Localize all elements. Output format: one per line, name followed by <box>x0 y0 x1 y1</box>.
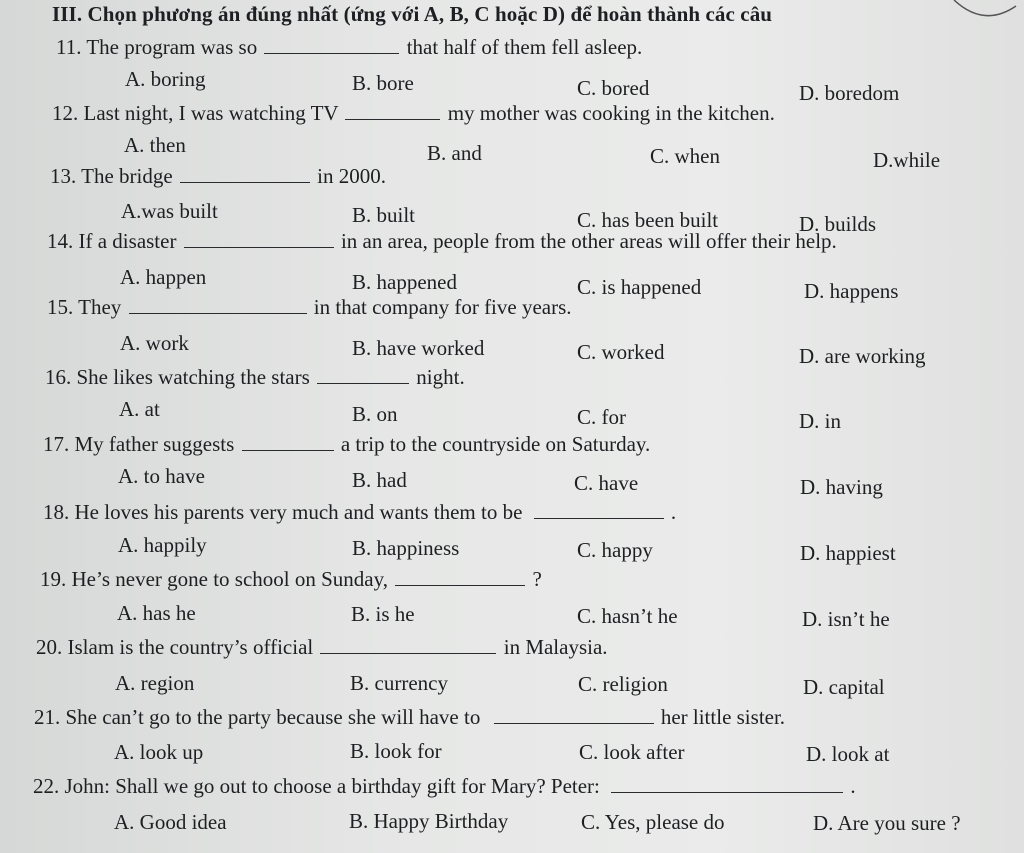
question-20-continuation: in Malaysia. <box>503 635 608 659</box>
q20-option-d[interactable]: D. capital <box>803 675 885 699</box>
q13-option-a[interactable]: A.was built <box>121 199 218 223</box>
question-12-stem: 12. Last night, I was watching TV <box>52 101 339 125</box>
q11-option-b[interactable]: B. bore <box>352 71 414 95</box>
q21-option-c[interactable]: C. look after <box>579 740 685 764</box>
q20-option-c[interactable]: C. religion <box>578 672 668 696</box>
q13-option-d[interactable]: D. builds <box>799 212 877 236</box>
question-22 <box>33 773 856 799</box>
q14-option-c[interactable]: C. is happened <box>577 275 702 299</box>
q22-option-c[interactable]: C. Yes, please do <box>581 810 725 834</box>
q12-option-b[interactable]: B. and <box>427 141 482 165</box>
q15-option-a[interactable]: A. work <box>120 331 189 355</box>
q17-option-a[interactable]: A. to have <box>118 464 205 488</box>
q19-option-b[interactable]: B. is he <box>351 602 415 626</box>
question-22-continuation: . <box>850 774 856 798</box>
question-14-blank[interactable] <box>184 231 334 248</box>
question-15-blank[interactable] <box>129 297 307 314</box>
question-13-stem: 13. The bridge <box>50 164 173 188</box>
question-20 <box>36 634 608 660</box>
question-13-blank[interactable] <box>180 166 310 183</box>
q21-option-d[interactable]: D. look at <box>806 742 890 766</box>
question-16 <box>45 364 465 390</box>
question-11-stem: 11. The program was so <box>56 35 258 59</box>
q22-option-d[interactable]: D. Are you sure ? <box>813 811 961 835</box>
q11-option-d[interactable]: D. boredom <box>799 81 900 105</box>
question-17-stem: 17. My father suggests <box>43 432 235 456</box>
q16-option-a[interactable]: A. at <box>119 397 160 421</box>
question-18-blank[interactable] <box>534 502 664 519</box>
question-12-blank[interactable] <box>345 103 440 120</box>
q14-option-d[interactable]: D. happens <box>804 279 899 303</box>
question-11-continuation: that half of them fell asleep. <box>406 35 643 59</box>
question-17-continuation: a trip to the countryside on Saturday. <box>340 432 651 456</box>
question-15 <box>47 294 572 320</box>
question-18-stem: 18. He loves his parents very much and wants them to be <box>43 500 523 524</box>
corner-mark <box>944 0 1024 30</box>
question-17 <box>43 431 650 457</box>
q19-option-a[interactable]: A. has he <box>117 601 196 625</box>
question-19-stem: 19. He’s never gone to school on Sunday, <box>40 567 388 591</box>
question-21 <box>34 704 785 730</box>
q22-option-b[interactable]: B. Happy Birthday <box>349 809 509 833</box>
question-13 <box>50 163 386 189</box>
question-22-blank[interactable] <box>611 776 843 793</box>
question-12-continuation: my mother was cooking in the kitchen. <box>447 101 775 125</box>
question-14 <box>47 228 837 254</box>
question-16-stem: 16. She likes watching the stars <box>45 365 310 389</box>
q19-option-d[interactable]: D. isn’t he <box>802 607 890 631</box>
q20-option-b[interactable]: B. currency <box>350 671 448 695</box>
q18-option-b[interactable]: B. happiness <box>352 536 460 560</box>
question-14-continuation: in an area, people from the other areas will offer their help. <box>340 229 837 253</box>
question-22-stem: 22. John: Shall we go out to choose a birthday gift for Mary? Peter: <box>33 774 600 798</box>
q22-option-a[interactable]: A. Good idea <box>114 810 227 834</box>
q17-option-d[interactable]: D. having <box>800 475 883 499</box>
q16-option-b[interactable]: B. on <box>352 402 398 426</box>
q12-option-a[interactable]: A. then <box>124 133 186 157</box>
question-20-blank[interactable] <box>320 637 496 654</box>
q21-option-a[interactable]: A. look up <box>114 740 204 764</box>
q17-option-b[interactable]: B. had <box>352 468 407 492</box>
question-18-continuation: . <box>670 500 677 524</box>
q16-option-d[interactable]: D. in <box>799 409 841 433</box>
question-15-stem: 15. They <box>47 295 122 319</box>
question-16-blank[interactable] <box>317 367 409 384</box>
section-title: III. Chọn phương án đúng nhất (ứng với A, B, C hoặc D) để hoàn thành các câu <box>52 2 773 26</box>
question-13-continuation: in 2000. <box>317 164 387 188</box>
question-21-stem: 21. She can’t go to the party because she will have to <box>34 705 481 729</box>
question-19 <box>40 566 542 592</box>
question-21-blank[interactable] <box>494 707 654 724</box>
q14-option-a[interactable]: A. happen <box>120 265 207 289</box>
q15-option-c[interactable]: C. worked <box>577 340 665 364</box>
q19-option-c[interactable]: C. hasn’t he <box>577 604 678 628</box>
q17-option-c[interactable]: C. have <box>574 471 639 495</box>
question-11-blank[interactable] <box>264 37 399 54</box>
question-21-continuation: her little sister. <box>660 705 786 729</box>
q14-option-b[interactable]: B. happened <box>352 270 457 294</box>
question-12 <box>52 100 775 126</box>
question-16-continuation: night. <box>416 365 465 389</box>
question-11 <box>56 34 642 60</box>
q15-option-d[interactable]: D. are working <box>799 344 926 368</box>
question-17-blank[interactable] <box>242 434 334 451</box>
question-19-continuation: ? <box>532 567 542 591</box>
q12-option-c[interactable]: C. when <box>650 144 720 168</box>
q21-option-b[interactable]: B. look for <box>350 739 442 763</box>
q11-option-a[interactable]: A. boring <box>125 67 206 91</box>
q13-option-c[interactable]: C. has been built <box>577 208 719 232</box>
q12-option-d[interactable]: D.while <box>873 148 941 172</box>
q16-option-c[interactable]: C. for <box>577 405 626 429</box>
q18-option-d[interactable]: D. happiest <box>800 541 896 565</box>
question-14-stem: 14. If a disaster <box>47 229 177 253</box>
question-20-stem: 20. Islam is the country’s official <box>36 635 314 659</box>
question-19-blank[interactable] <box>395 569 525 586</box>
q18-option-c[interactable]: C. happy <box>577 538 653 562</box>
question-18 <box>43 499 676 525</box>
q13-option-b[interactable]: B. built <box>352 203 416 227</box>
q11-option-c[interactable]: C. bored <box>577 76 650 100</box>
q18-option-a[interactable]: A. happily <box>118 533 207 557</box>
q20-option-a[interactable]: A. region <box>115 671 195 695</box>
q15-option-b[interactable]: B. have worked <box>352 336 485 360</box>
question-15-continuation: in that company for five years. <box>313 295 572 319</box>
